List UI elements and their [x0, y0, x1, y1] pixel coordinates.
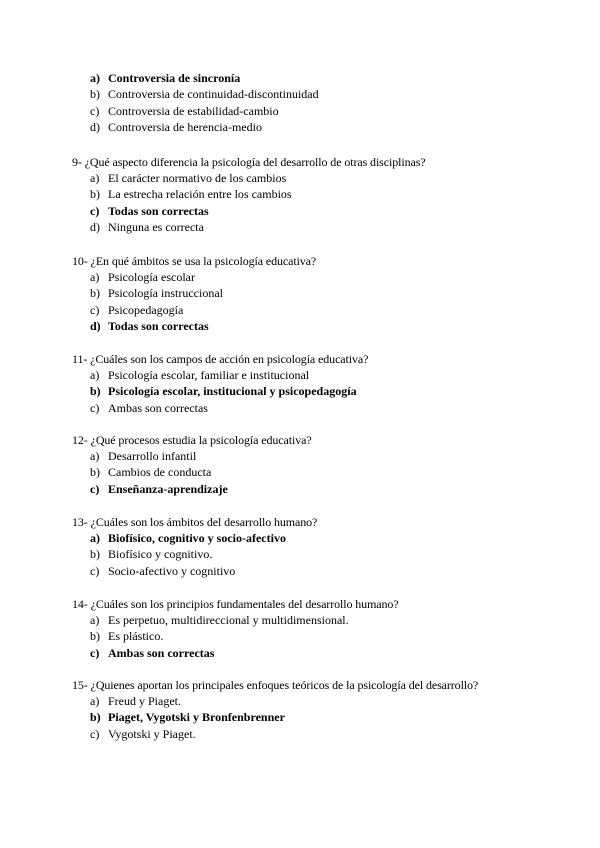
option-11b: b) Psicología escolar, institucional y psicopedagogía [90, 384, 357, 399]
option-8d: d) Controversia de herencia-medio [90, 119, 262, 134]
option-8c: c) Controversia de estabilidad-cambio [90, 103, 279, 118]
option-9d: d) Ninguna es correcta [90, 219, 204, 234]
option-14b: b) Es plástico. [90, 629, 164, 644]
question-block-14 [72, 596, 592, 661]
question-13-text: 13- ¿Cuáles son los ámbitos del desarrollo humano? [72, 515, 318, 529]
option-10d: d) Todas son correctas [90, 318, 209, 333]
question-9-text: 9- ¿Qué aspecto diferencia la psicología del desarrollo de otras disciplinas? [72, 155, 426, 169]
question-14-text: 14- ¿Cuáles son los principios fundamentales del desarrollo humano? [72, 597, 399, 611]
question-block-9 [72, 154, 592, 235]
option-13c: c) Socio-afectivo y cognitivo [90, 563, 236, 578]
question-block-10 [72, 253, 592, 334]
option-9a: a) El carácter normativo de los cambios [90, 171, 287, 185]
option-13b: b) Biofísico y cognitivo. [90, 547, 213, 562]
option-15c: c) Vygotski y Piaget. [90, 726, 196, 741]
option-10b: b) Psicología instruccional [90, 286, 223, 301]
option-14a: a) Es perpetuo, multidireccional y multidimensional. [90, 613, 349, 627]
option-10a: a) Psicología escolar [90, 270, 195, 284]
option-9b: b) La estrecha relación entre los cambios [90, 187, 292, 202]
option-12c: c) Enseñanza-aprendizaje [90, 481, 228, 496]
option-14c: c) Ambas son correctas [90, 645, 215, 660]
question-11-text: 11- ¿Cuáles son los campos de acción en psicología educativa? [72, 352, 369, 366]
option-8a: a) Controversia de sincronía [90, 71, 241, 85]
question-10-text: 10- ¿En qué ámbitos se usa la psicología educativa? [72, 254, 317, 268]
option-12b: b) Cambios de conducta [90, 465, 212, 480]
option-15b: b) Piaget, Vygotski y Bronfenbrenner [90, 710, 285, 725]
question-12-text: 12- ¿Qué procesos estudia la psicología educativa? [72, 433, 312, 447]
option-10c: c) Psicopedagogía [90, 302, 184, 317]
option-11c: c) Ambas son correctas [90, 400, 208, 415]
question-15-text: 15- ¿Quienes aportan los principales enfoques teóricos de la psicología del desarrollo? [72, 678, 479, 692]
question-block-15 [72, 677, 592, 742]
option-12a: a) Desarrollo infantil [90, 449, 197, 463]
option-15a: a) Freud y Piaget. [90, 694, 181, 708]
option-9c: c) Todas son correctas [90, 203, 209, 218]
option-13a: a) Biofísico, cognitivo y socio-afectivo [90, 531, 286, 545]
question-block-12 [72, 432, 592, 497]
option-8b: b) Controversia de continuidad-discontinuidad [90, 87, 319, 102]
question-block-8 [72, 70, 592, 135]
question-block-11 [72, 351, 592, 416]
option-11a: a) Psicología escolar, familiar e institucional [90, 368, 310, 382]
question-block-13 [72, 514, 592, 579]
